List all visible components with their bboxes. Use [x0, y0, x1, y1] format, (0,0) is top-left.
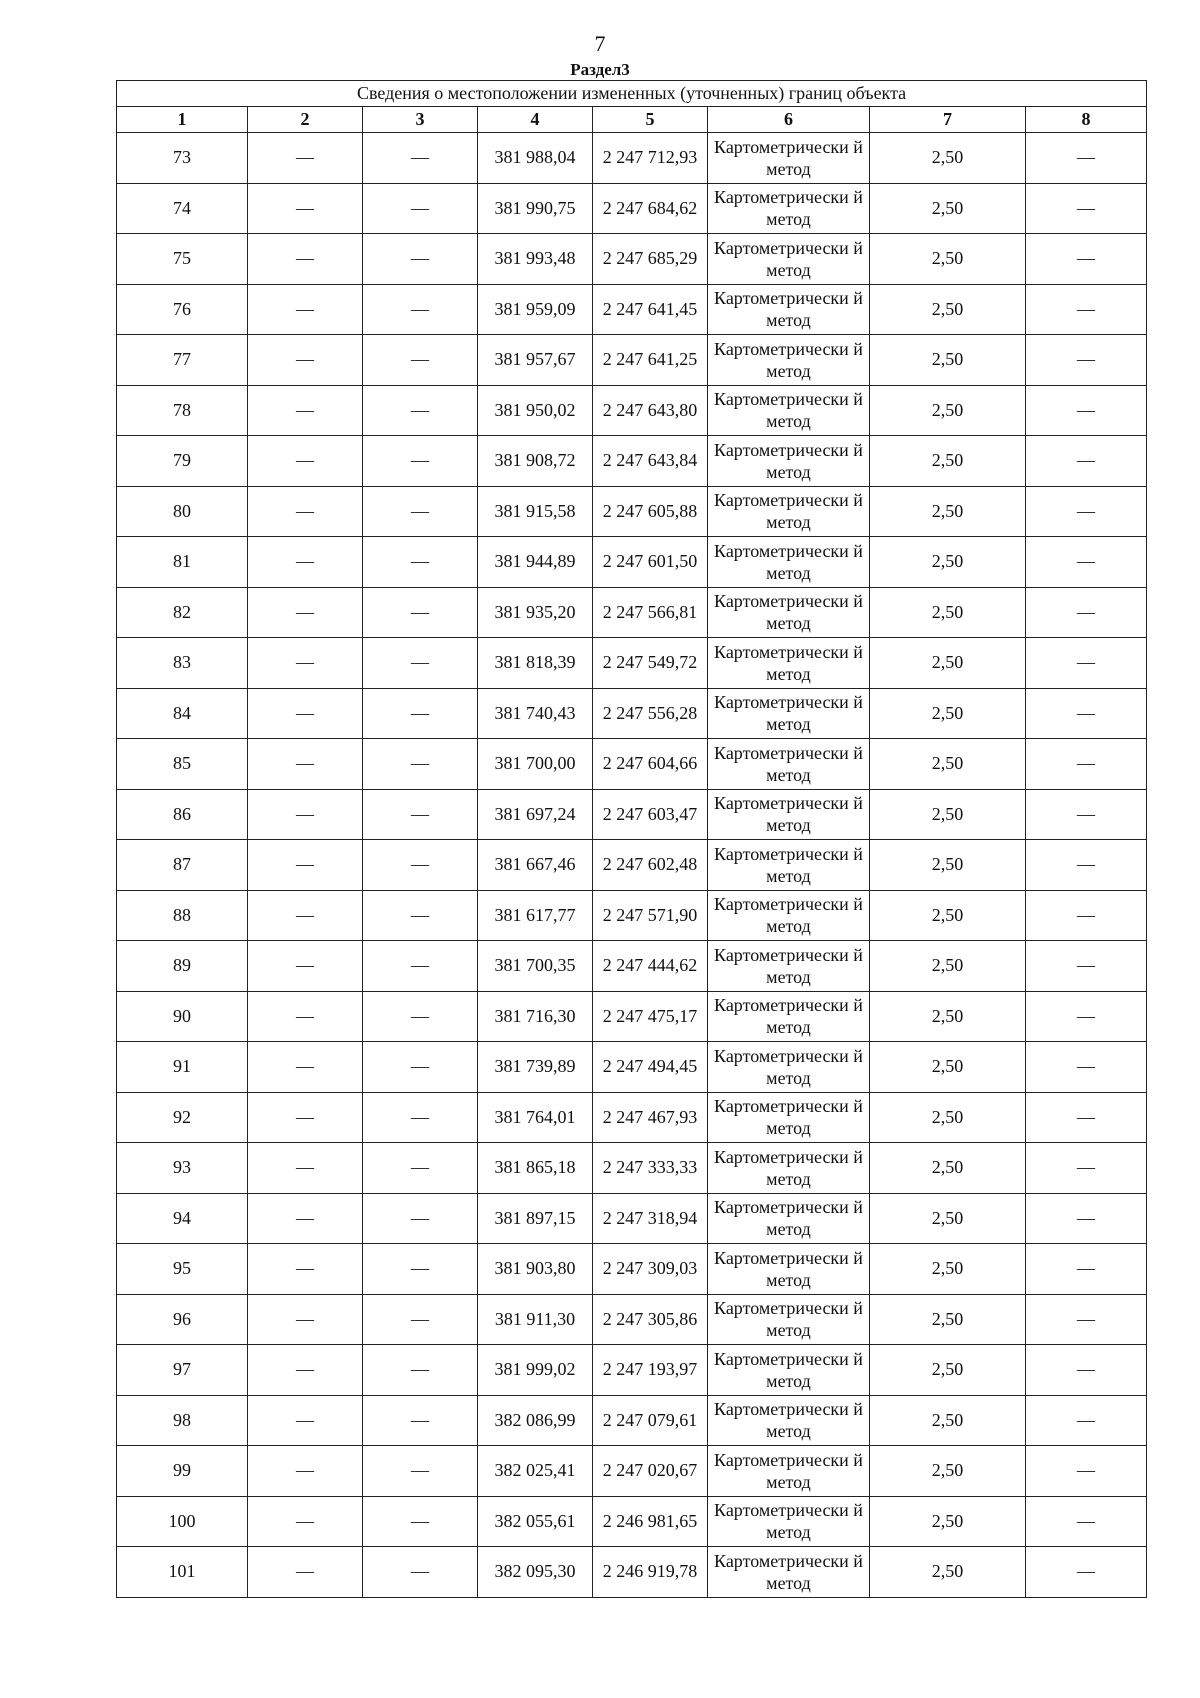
table-header-row [117, 107, 1147, 133]
method-cell: Картометрически й метод [708, 638, 870, 689]
column-8-cell: — [1026, 1446, 1147, 1497]
y-coordinate-cell: 2 247 712,93 [593, 133, 708, 184]
accuracy-cell: 2,50 [870, 688, 1026, 739]
column-header: 2 [248, 107, 363, 133]
y-coordinate-cell: 2 247 494,45 [593, 1042, 708, 1093]
column-header: 3 [363, 107, 478, 133]
table-row [117, 1547, 1147, 1598]
y-coordinate-cell: 2 247 467,93 [593, 1092, 708, 1143]
point-number-cell: 92 [117, 1092, 248, 1143]
x-coordinate-cell: 381 617,77 [478, 890, 593, 941]
section-title: Раздел3 [570, 60, 630, 79]
x-coordinate-cell: 382 025,41 [478, 1446, 593, 1497]
column-8-cell: — [1026, 941, 1147, 992]
method-cell: Картометрически й метод [708, 133, 870, 184]
method-cell: Картометрически й метод [708, 183, 870, 234]
accuracy-cell: 2,50 [870, 335, 1026, 386]
column-2-cell: — [248, 789, 363, 840]
column-8-cell: — [1026, 1092, 1147, 1143]
column-header: 7 [870, 107, 1026, 133]
x-coordinate-cell: 381 988,04 [478, 133, 593, 184]
table-row [117, 1294, 1147, 1345]
x-coordinate-cell: 381 908,72 [478, 436, 593, 487]
point-number-cell: 97 [117, 1345, 248, 1396]
point-number-cell: 88 [117, 890, 248, 941]
column-8-cell: — [1026, 638, 1147, 689]
point-number-cell: 100 [117, 1496, 248, 1547]
accuracy-cell: 2,50 [870, 385, 1026, 436]
table-row [117, 941, 1147, 992]
y-coordinate-cell: 2 247 605,88 [593, 486, 708, 537]
column-2-cell: — [248, 890, 363, 941]
column-8-cell: — [1026, 991, 1147, 1042]
column-2-cell: — [248, 133, 363, 184]
column-3-cell: — [363, 284, 478, 335]
column-2-cell: — [248, 1547, 363, 1598]
point-number-cell: 80 [117, 486, 248, 537]
point-number-cell: 82 [117, 587, 248, 638]
column-3-cell: — [363, 688, 478, 739]
column-8-cell: — [1026, 789, 1147, 840]
accuracy-cell: 2,50 [870, 1193, 1026, 1244]
page-number: 7 [594, 31, 606, 56]
table-row [117, 688, 1147, 739]
column-3-cell: — [363, 1345, 478, 1396]
column-3-cell: — [363, 436, 478, 487]
point-number-cell: 94 [117, 1193, 248, 1244]
point-number-cell: 79 [117, 436, 248, 487]
table-row [117, 1395, 1147, 1446]
table-row [117, 234, 1147, 285]
column-header: 8 [1026, 107, 1147, 133]
method-cell: Картометрически й метод [708, 1294, 870, 1345]
column-8-cell: — [1026, 183, 1147, 234]
y-coordinate-cell: 2 246 981,65 [593, 1496, 708, 1547]
y-coordinate-cell: 2 247 643,80 [593, 385, 708, 436]
column-8-cell: — [1026, 537, 1147, 588]
column-8-cell: — [1026, 1042, 1147, 1093]
method-cell: Картометрически й метод [708, 1345, 870, 1396]
column-3-cell: — [363, 1446, 478, 1497]
table-row [117, 840, 1147, 891]
y-coordinate-cell: 2 247 549,72 [593, 638, 708, 689]
y-coordinate-cell: 2 247 566,81 [593, 587, 708, 638]
column-8-cell: — [1026, 284, 1147, 335]
method-cell: Картометрически й метод [708, 537, 870, 588]
x-coordinate-cell: 381 818,39 [478, 638, 593, 689]
column-header: 6 [708, 107, 870, 133]
accuracy-cell: 2,50 [870, 1092, 1026, 1143]
method-cell: Картометрически й метод [708, 890, 870, 941]
y-coordinate-cell: 2 247 571,90 [593, 890, 708, 941]
accuracy-cell: 2,50 [870, 1547, 1026, 1598]
x-coordinate-cell: 381 700,35 [478, 941, 593, 992]
table-row [117, 1143, 1147, 1194]
accuracy-cell: 2,50 [870, 739, 1026, 790]
x-coordinate-cell: 381 950,02 [478, 385, 593, 436]
x-coordinate-cell: 381 667,46 [478, 840, 593, 891]
point-number-cell: 93 [117, 1143, 248, 1194]
method-cell: Картометрически й метод [708, 1395, 870, 1446]
point-number-cell: 75 [117, 234, 248, 285]
column-2-cell: — [248, 385, 363, 436]
y-coordinate-cell: 2 247 444,62 [593, 941, 708, 992]
method-cell: Картометрически й метод [708, 436, 870, 487]
table-row [117, 537, 1147, 588]
point-number-cell: 90 [117, 991, 248, 1042]
x-coordinate-cell: 381 697,24 [478, 789, 593, 840]
x-coordinate-cell: 381 957,67 [478, 335, 593, 386]
column-2-cell: — [248, 1244, 363, 1295]
column-3-cell: — [363, 789, 478, 840]
column-2-cell: — [248, 436, 363, 487]
column-2-cell: — [248, 1143, 363, 1194]
column-2-cell: — [248, 587, 363, 638]
x-coordinate-cell: 381 993,48 [478, 234, 593, 285]
x-coordinate-cell: 381 990,75 [478, 183, 593, 234]
y-coordinate-cell: 2 247 684,62 [593, 183, 708, 234]
y-coordinate-cell: 2 247 643,84 [593, 436, 708, 487]
accuracy-cell: 2,50 [870, 840, 1026, 891]
point-number-cell: 95 [117, 1244, 248, 1295]
x-coordinate-cell: 381 911,30 [478, 1294, 593, 1345]
table-body [117, 133, 1147, 1598]
column-3-cell: — [363, 486, 478, 537]
column-8-cell: — [1026, 1143, 1147, 1194]
column-8-cell: — [1026, 688, 1147, 739]
table-row [117, 335, 1147, 386]
column-3-cell: — [363, 1547, 478, 1598]
accuracy-cell: 2,50 [870, 941, 1026, 992]
column-8-cell: — [1026, 1244, 1147, 1295]
column-2-cell: — [248, 234, 363, 285]
column-2-cell: — [248, 840, 363, 891]
accuracy-cell: 2,50 [870, 1496, 1026, 1547]
method-cell: Картометрически й метод [708, 941, 870, 992]
y-coordinate-cell: 2 247 318,94 [593, 1193, 708, 1244]
point-number-cell: 86 [117, 789, 248, 840]
column-3-cell: — [363, 234, 478, 285]
accuracy-cell: 2,50 [870, 1244, 1026, 1295]
column-2-cell: — [248, 991, 363, 1042]
table-row [117, 739, 1147, 790]
method-cell: Картометрически й метод [708, 1193, 870, 1244]
table-row [117, 991, 1147, 1042]
accuracy-cell: 2,50 [870, 1143, 1026, 1194]
x-coordinate-cell: 381 903,80 [478, 1244, 593, 1295]
accuracy-cell: 2,50 [870, 638, 1026, 689]
column-header: 4 [478, 107, 593, 133]
y-coordinate-cell: 2 247 603,47 [593, 789, 708, 840]
y-coordinate-cell: 2 247 641,25 [593, 335, 708, 386]
method-cell: Картометрически й метод [708, 1042, 870, 1093]
method-cell: Картометрически й метод [708, 1496, 870, 1547]
point-number-cell: 85 [117, 739, 248, 790]
accuracy-cell: 2,50 [870, 1042, 1026, 1093]
method-cell: Картометрически й метод [708, 486, 870, 537]
y-coordinate-cell: 2 247 604,66 [593, 739, 708, 790]
column-3-cell: — [363, 1042, 478, 1093]
x-coordinate-cell: 381 959,09 [478, 284, 593, 335]
column-3-cell: — [363, 1193, 478, 1244]
y-coordinate-cell: 2 247 601,50 [593, 537, 708, 588]
table-row [117, 638, 1147, 689]
accuracy-cell: 2,50 [870, 1395, 1026, 1446]
point-number-cell: 73 [117, 133, 248, 184]
x-coordinate-cell: 381 740,43 [478, 688, 593, 739]
table-row [117, 890, 1147, 941]
column-8-cell: — [1026, 335, 1147, 386]
point-number-cell: 77 [117, 335, 248, 386]
column-3-cell: — [363, 1395, 478, 1446]
accuracy-cell: 2,50 [870, 234, 1026, 285]
table-row [117, 1042, 1147, 1093]
point-number-cell: 74 [117, 183, 248, 234]
column-2-cell: — [248, 688, 363, 739]
accuracy-cell: 2,50 [870, 183, 1026, 234]
column-3-cell: — [363, 1244, 478, 1295]
accuracy-cell: 2,50 [870, 1446, 1026, 1497]
method-cell: Картометрически й метод [708, 1547, 870, 1598]
point-number-cell: 99 [117, 1446, 248, 1497]
column-8-cell: — [1026, 234, 1147, 285]
table-caption: Сведения о местоположении измененных (уточненных) границ объекта [117, 81, 1147, 107]
column-3-cell: — [363, 1092, 478, 1143]
method-cell: Картометрически й метод [708, 587, 870, 638]
point-number-cell: 84 [117, 688, 248, 739]
column-8-cell: — [1026, 385, 1147, 436]
method-cell: Картометрически й метод [708, 739, 870, 790]
table-row [117, 1345, 1147, 1396]
x-coordinate-cell: 381 865,18 [478, 1143, 593, 1194]
column-3-cell: — [363, 991, 478, 1042]
accuracy-cell: 2,50 [870, 486, 1026, 537]
method-cell: Картометрически й метод [708, 1244, 870, 1295]
method-cell: Картометрически й метод [708, 385, 870, 436]
column-3-cell: — [363, 1496, 478, 1547]
column-8-cell: — [1026, 1345, 1147, 1396]
y-coordinate-cell: 2 247 333,33 [593, 1143, 708, 1194]
y-coordinate-cell: 2 247 685,29 [593, 234, 708, 285]
column-header: 5 [593, 107, 708, 133]
point-number-cell: 76 [117, 284, 248, 335]
accuracy-cell: 2,50 [870, 1345, 1026, 1396]
point-number-cell: 87 [117, 840, 248, 891]
column-2-cell: — [248, 537, 363, 588]
column-3-cell: — [363, 587, 478, 638]
y-coordinate-cell: 2 247 193,97 [593, 1345, 708, 1396]
point-number-cell: 81 [117, 537, 248, 588]
column-8-cell: — [1026, 133, 1147, 184]
column-2-cell: — [248, 941, 363, 992]
point-number-cell: 98 [117, 1395, 248, 1446]
table-row [117, 183, 1147, 234]
column-8-cell: — [1026, 436, 1147, 487]
y-coordinate-cell: 2 246 919,78 [593, 1547, 708, 1598]
column-8-cell: — [1026, 1395, 1147, 1446]
column-3-cell: — [363, 739, 478, 790]
method-cell: Картометрически й метод [708, 1092, 870, 1143]
column-3-cell: — [363, 537, 478, 588]
y-coordinate-cell: 2 247 079,61 [593, 1395, 708, 1446]
column-3-cell: — [363, 183, 478, 234]
y-coordinate-cell: 2 247 556,28 [593, 688, 708, 739]
column-2-cell: — [248, 1193, 363, 1244]
column-2-cell: — [248, 183, 363, 234]
method-cell: Картометрически й метод [708, 284, 870, 335]
point-number-cell: 91 [117, 1042, 248, 1093]
accuracy-cell: 2,50 [870, 537, 1026, 588]
column-8-cell: — [1026, 890, 1147, 941]
x-coordinate-cell: 382 086,99 [478, 1395, 593, 1446]
column-2-cell: — [248, 739, 363, 790]
y-coordinate-cell: 2 247 641,45 [593, 284, 708, 335]
y-coordinate-cell: 2 247 475,17 [593, 991, 708, 1042]
table-row [117, 1496, 1147, 1547]
y-coordinate-cell: 2 247 020,67 [593, 1446, 708, 1497]
point-number-cell: 96 [117, 1294, 248, 1345]
column-8-cell: — [1026, 1496, 1147, 1547]
table-row [117, 284, 1147, 335]
method-cell: Картометрически й метод [708, 335, 870, 386]
column-2-cell: — [248, 1345, 363, 1396]
boundary-coordinates-table [116, 80, 1147, 1598]
method-cell: Картометрически й метод [708, 789, 870, 840]
table-row [117, 133, 1147, 184]
x-coordinate-cell: 381 700,00 [478, 739, 593, 790]
column-3-cell: — [363, 1143, 478, 1194]
x-coordinate-cell: 381 999,02 [478, 1345, 593, 1396]
x-coordinate-cell: 381 897,15 [478, 1193, 593, 1244]
point-number-cell: 89 [117, 941, 248, 992]
column-3-cell: — [363, 840, 478, 891]
column-8-cell: — [1026, 1547, 1147, 1598]
method-cell: Картометрически й метод [708, 991, 870, 1042]
point-number-cell: 78 [117, 385, 248, 436]
y-coordinate-cell: 2 247 602,48 [593, 840, 708, 891]
table-row [117, 1193, 1147, 1244]
accuracy-cell: 2,50 [870, 890, 1026, 941]
column-header: 1 [117, 107, 248, 133]
method-cell: Картометрически й метод [708, 688, 870, 739]
x-coordinate-cell: 381 764,01 [478, 1092, 593, 1143]
method-cell: Картометрически й метод [708, 234, 870, 285]
column-2-cell: — [248, 1042, 363, 1093]
column-8-cell: — [1026, 840, 1147, 891]
accuracy-cell: 2,50 [870, 436, 1026, 487]
column-8-cell: — [1026, 486, 1147, 537]
x-coordinate-cell: 381 716,30 [478, 991, 593, 1042]
y-coordinate-cell: 2 247 305,86 [593, 1294, 708, 1345]
method-cell: Картометрически й метод [708, 840, 870, 891]
column-2-cell: — [248, 284, 363, 335]
accuracy-cell: 2,50 [870, 587, 1026, 638]
table-row [117, 385, 1147, 436]
column-2-cell: — [248, 638, 363, 689]
column-3-cell: — [363, 385, 478, 436]
column-8-cell: — [1026, 1193, 1147, 1244]
table-row [117, 1244, 1147, 1295]
x-coordinate-cell: 382 095,30 [478, 1547, 593, 1598]
column-8-cell: — [1026, 739, 1147, 790]
column-2-cell: — [248, 1496, 363, 1547]
table-row [117, 436, 1147, 487]
table-row [117, 1446, 1147, 1497]
column-2-cell: — [248, 1395, 363, 1446]
table-row [117, 587, 1147, 638]
method-cell: Картометрически й метод [708, 1143, 870, 1194]
accuracy-cell: 2,50 [870, 789, 1026, 840]
method-cell: Картометрически й метод [708, 1446, 870, 1497]
table-caption-row [117, 81, 1147, 107]
column-3-cell: — [363, 1294, 478, 1345]
column-3-cell: — [363, 941, 478, 992]
column-2-cell: — [248, 1294, 363, 1345]
table-row [117, 789, 1147, 840]
y-coordinate-cell: 2 247 309,03 [593, 1244, 708, 1295]
column-2-cell: — [248, 486, 363, 537]
x-coordinate-cell: 381 935,20 [478, 587, 593, 638]
column-8-cell: — [1026, 587, 1147, 638]
column-2-cell: — [248, 1092, 363, 1143]
accuracy-cell: 2,50 [870, 284, 1026, 335]
column-3-cell: — [363, 335, 478, 386]
column-3-cell: — [363, 638, 478, 689]
column-3-cell: — [363, 890, 478, 941]
point-number-cell: 83 [117, 638, 248, 689]
table-row [117, 486, 1147, 537]
accuracy-cell: 2,50 [870, 133, 1026, 184]
column-8-cell: — [1026, 1294, 1147, 1345]
x-coordinate-cell: 381 739,89 [478, 1042, 593, 1093]
x-coordinate-cell: 382 055,61 [478, 1496, 593, 1547]
x-coordinate-cell: 381 915,58 [478, 486, 593, 537]
column-3-cell: — [363, 133, 478, 184]
column-2-cell: — [248, 335, 363, 386]
column-2-cell: — [248, 1446, 363, 1497]
accuracy-cell: 2,50 [870, 1294, 1026, 1345]
accuracy-cell: 2,50 [870, 991, 1026, 1042]
table-row [117, 1092, 1147, 1143]
point-number-cell: 101 [117, 1547, 248, 1598]
x-coordinate-cell: 381 944,89 [478, 537, 593, 588]
